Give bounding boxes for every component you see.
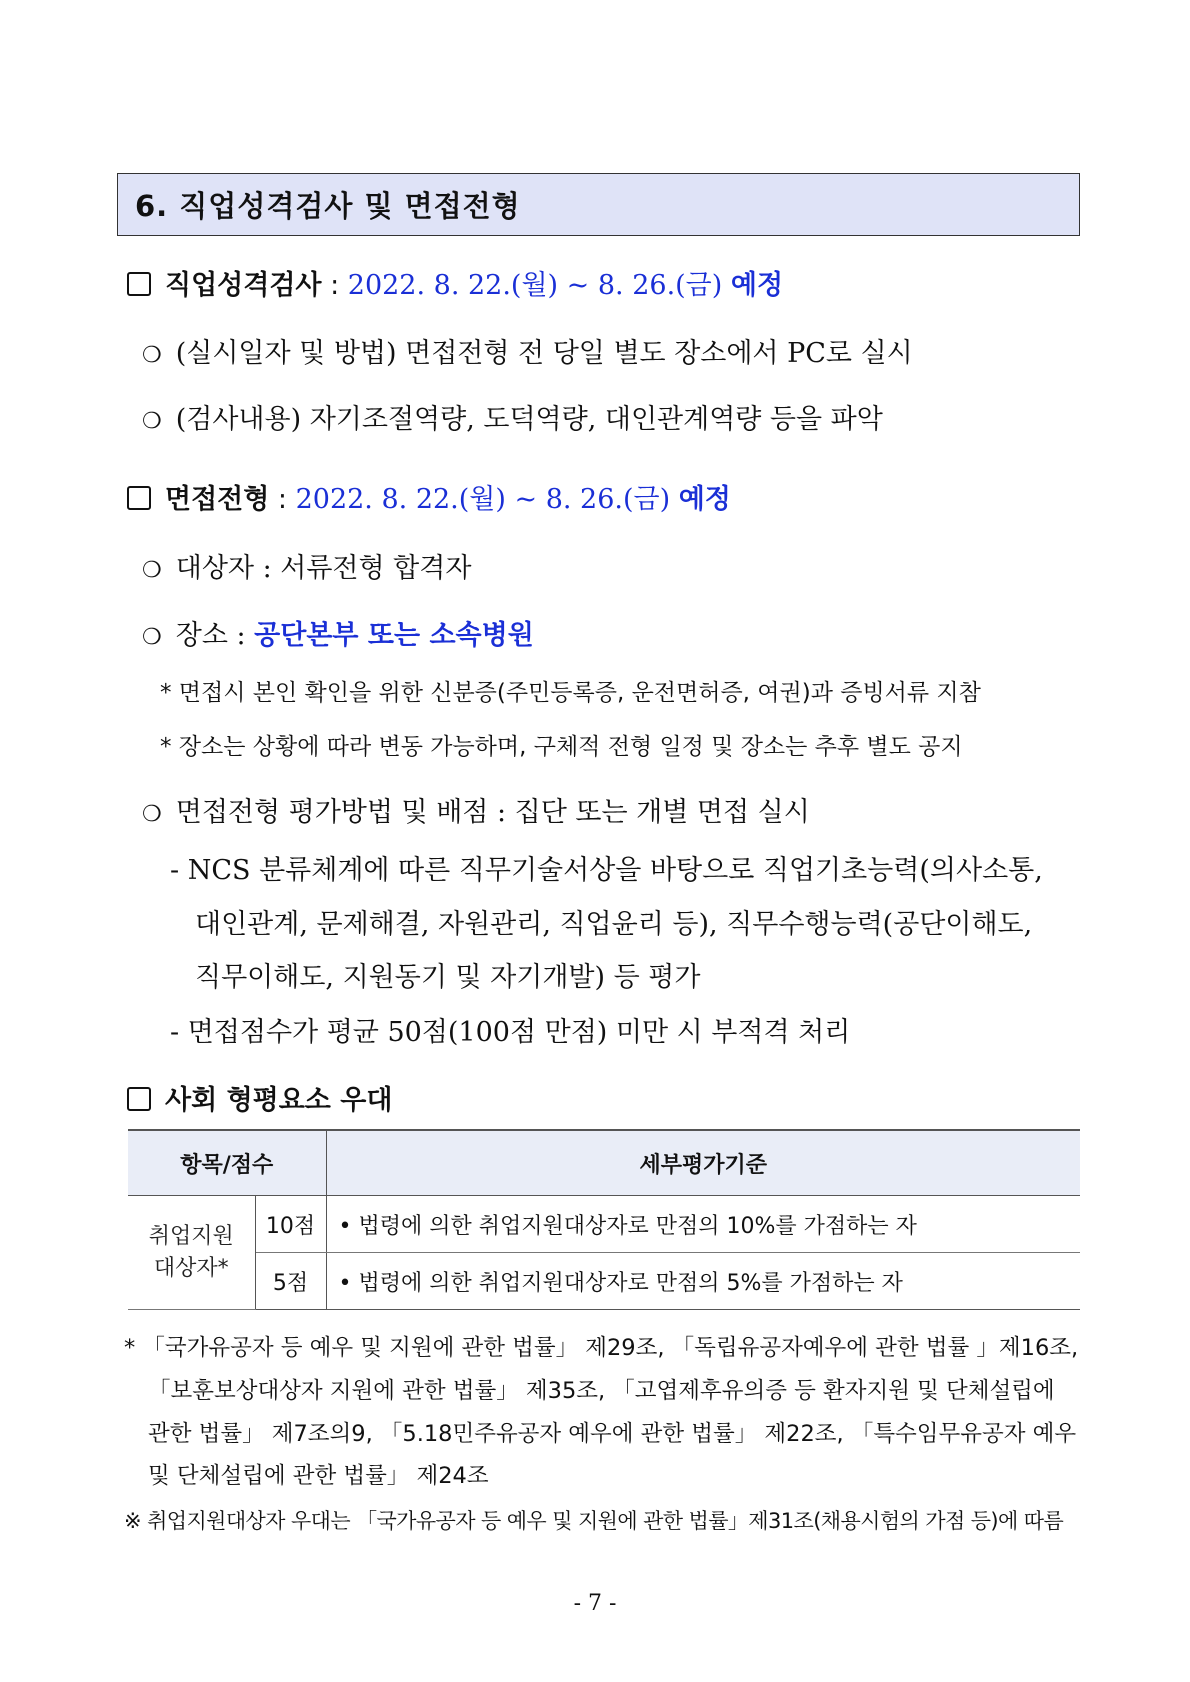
personality-test-date: 2022. 8. 22.(월) ~ 8. 26.(금) 예정 — [347, 270, 784, 301]
footnote-reference: ※ 취업지원대상자 우대는 「국가유공자 등 예우 및 지원에 관한 법률」제31조(채용시험의 가점 등)에 따름 — [124, 1509, 1064, 1533]
header-item-score: 항목/점수 — [128, 1130, 326, 1196]
table-header-row — [128, 1130, 1080, 1196]
circle-bullet-icon: ❍ — [142, 558, 162, 583]
criteria-cell: • 법령에 의한 취업지원대상자로 만점의 10%를 가점하는 자 — [326, 1196, 1080, 1253]
interview-date: 2022. 8. 22.(월) ~ 8. 26.(금) 예정 — [295, 484, 731, 515]
section-title: 6. 직업성격검사 및 면접전형 — [135, 189, 521, 223]
bullet-schedule-method: ❍ (실시일자 및 방법) 면접전형 전 당일 별도 장소에서 PC로 실시 — [142, 338, 913, 369]
dash-ncs-line1: - NCS 분류체계에 따른 직무기술서상을 바탕으로 직업기초능력(의사소통, — [170, 855, 1043, 886]
dash-ncs-line2: 대인관계, 문제해결, 자원관리, 직업윤리 등), 직무수행능력(공단이해도, — [195, 909, 1033, 940]
bullet-evaluation-method: ❍ 면접전형 평가방법 및 배점 : 집단 또는 개별 면접 실시 — [142, 797, 810, 828]
score-cell: 10점 — [255, 1196, 326, 1253]
bullet-test-content: ❍ (검사내용) 자기조절역량, 도덕역량, 대인관계역량 등을 파악 — [142, 404, 883, 435]
footnote-line3: 관한 법률」 제7조의9, 「5.18민주유공자 예우에 관한 법률」 제22조, 「특수임무유공자 예우 — [148, 1421, 1077, 1447]
checkbox-square-icon — [127, 272, 151, 296]
checkbox-square-icon — [127, 1087, 151, 1111]
checkbox-square-icon — [127, 486, 151, 510]
category-cell: 취업지원 대상자* — [128, 1196, 255, 1310]
score-cell: 5점 — [255, 1253, 326, 1310]
section-title-box — [117, 173, 1080, 236]
heading-social-equity: 사회 형평요소 우대 — [127, 1078, 392, 1117]
circle-bullet-icon: ❍ — [142, 343, 162, 368]
note-id-documents: * 면접시 본인 확인을 위한 신분증(주민등록증, 운전면허증, 여권)과 증빙서류 지참 — [160, 680, 981, 706]
heading-personality-test: 직업성격검사 : 2022. 8. 22.(월) ~ 8. 26.(금) 예정 — [127, 263, 783, 302]
page-number: - 7 - — [573, 1591, 617, 1616]
note-location-change: * 장소는 상황에 따라 변동 가능하며, 구체적 전형 일정 및 장소는 추후 별도 공지 — [160, 734, 963, 760]
criteria-cell: • 법령에 의한 취업지원대상자로 만점의 5%를 가점하는 자 — [326, 1253, 1080, 1310]
equity-table — [128, 1129, 1080, 1310]
footnote-line4: 및 단체설립에 관한 법률」 제24조 — [148, 1463, 489, 1489]
table-row — [128, 1253, 1080, 1310]
footnote-line1: * 「국가유공자 등 예우 및 지원에 관한 법률」 제29조, 「독립유공자예우에 관한 법률 」제16조, — [124, 1335, 1079, 1361]
circle-bullet-icon: ❍ — [142, 409, 162, 434]
footnote-line2: 「보훈보상대상자 지원에 관한 법률」 제35조, 「고엽제후유의증 등 환자지원 및 단체설립에 — [148, 1378, 1055, 1404]
table-row — [128, 1196, 1080, 1253]
header-criteria: 세부평가기준 — [326, 1130, 1080, 1196]
dash-disqualify: - 면접점수가 평균 50점(100점 만점) 미만 시 부적격 처리 — [170, 1017, 851, 1048]
circle-bullet-icon: ❍ — [142, 625, 162, 650]
bullet-location: ❍ 장소 : 공단본부 또는 소속병원 — [142, 620, 534, 651]
circle-bullet-icon: ❍ — [142, 802, 162, 827]
dash-ncs-line3: 직무이해도, 지원동기 및 자기개발) 등 평가 — [195, 962, 701, 993]
bullet-target: ❍ 대상자 : 서류전형 합격자 — [142, 553, 472, 584]
heading-interview: 면접전형 : 2022. 8. 22.(월) ~ 8. 26.(금) 예정 — [127, 477, 731, 516]
